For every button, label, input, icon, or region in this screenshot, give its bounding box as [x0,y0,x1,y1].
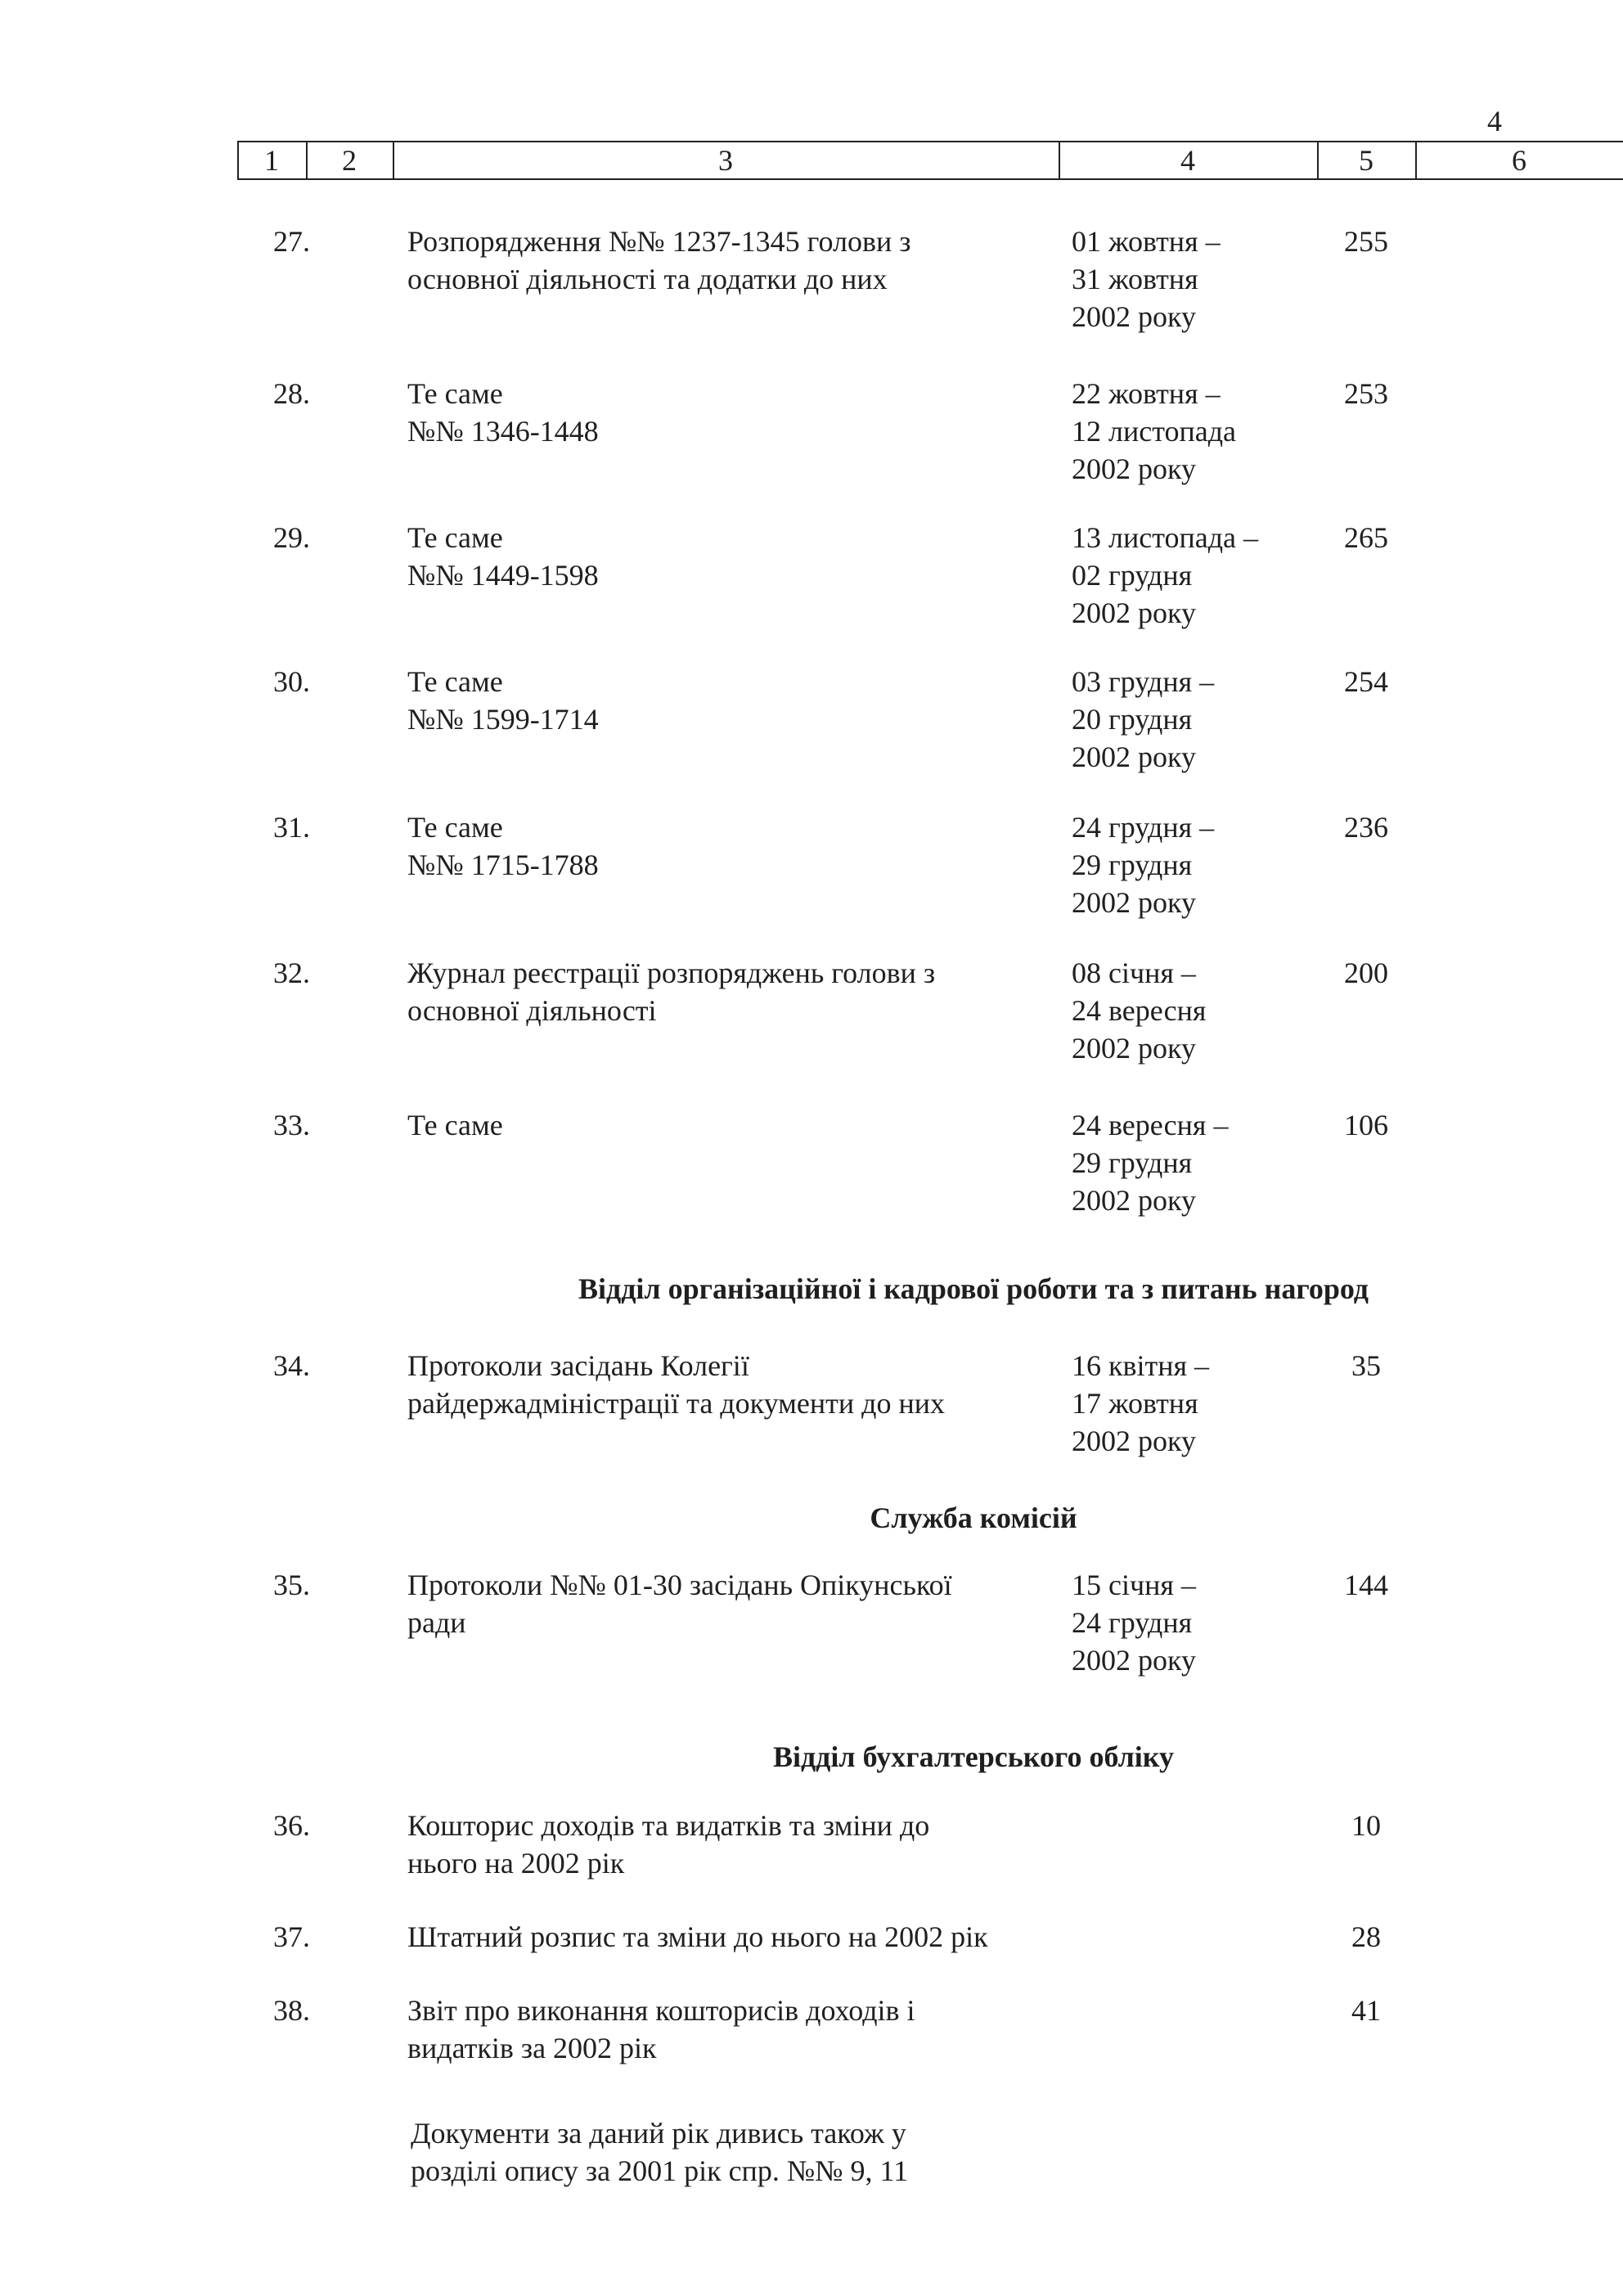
table-header [237,141,1623,180]
table-row-dates: 22 жовтня – 12 листопада 2002 року [1072,377,1237,485]
table-row-number: 36. [273,1809,310,1842]
table-row-title: Те саме №№ 1599-1714 [407,665,599,736]
table-row-count: 28 [1351,1920,1381,1953]
table-row-title: Те саме №№ 1715-1788 [407,811,599,881]
table-row-title: Кошторис доходів та видатків та зміни до нього на 2002 рік [407,1809,930,1880]
table-row-number: 27. [273,225,310,258]
table-row-title: Протоколи №№ 01-30 засідань Опікунської ради [407,1569,952,1639]
table-row-title: Те саме [407,1109,503,1141]
section-heading: Відділ організаційної і кадрової роботи та з питань нагород [578,1272,1369,1305]
footer-note: Документи за даний рік дивись також у розділі опису за 2001 рік спр. №№ 9, 11 [411,2117,909,2187]
table-row-number: 35. [273,1569,310,1601]
table-row-title: Журнал реєстрації розпоряджень голови з основної діяльності [407,957,936,1027]
table-row-number: 37. [273,1920,310,1953]
table-row-count: 41 [1351,1994,1381,2027]
table-row-count: 35 [1351,1349,1381,1382]
table-row-count: 265 [1344,521,1388,554]
table-row-dates: 08 січня – 24 вересня 2002 року [1072,957,1207,1065]
table-row-title: Розпорядження №№ 1237-1345 голови з основної діяльності та додатки до них [407,225,911,295]
table-row-number: 33. [273,1109,310,1141]
table-row-dates: 03 грудня – 20 грудня 2002 року [1072,665,1215,773]
table-row-dates: 15 січня – 24 грудня 2002 року [1072,1569,1196,1677]
table-row-number: 38. [273,1994,310,2027]
table-row-title: Те саме №№ 1449-1598 [407,521,599,592]
table-row-count: 236 [1344,811,1388,844]
table-row-count: 254 [1344,665,1388,698]
section-heading: Служба комісій [870,1501,1077,1534]
table-row-number: 29. [273,521,310,554]
table-row-dates: 16 квітня – 17 жовтня 2002 року [1072,1349,1210,1457]
table-row-count: 253 [1344,377,1388,410]
table-row-dates: 24 грудня – 29 грудня 2002 року [1072,811,1215,919]
header-col-2: 2 [342,144,357,177]
table-row-count: 144 [1344,1569,1388,1601]
section-heading: Відділ бухгалтерського обліку [772,1740,1175,1773]
table-row-count: 106 [1344,1109,1388,1141]
header-col-3: 3 [718,144,733,177]
table-row-number: 31. [273,811,310,844]
table-row-number: 30. [273,665,310,698]
table-row-count: 10 [1351,1809,1381,1842]
table-row-title: Те саме №№ 1346-1448 [407,377,599,448]
page-number: 4 [1487,105,1502,137]
table-row-count: 255 [1344,225,1388,258]
table-row-title: Штатний розпис та зміни до нього на 2002 рік [407,1920,988,1953]
table-row-title: Звіт про виконання кошторисів доходів і видатків за 2002 рік [407,1994,915,2064]
table-row-title: Протоколи засідань Колегії райдержадміністрації та документи до них [407,1349,945,1420]
table-row-number: 34. [273,1349,310,1382]
table-row-count: 200 [1344,957,1388,989]
table-row-number: 32. [273,957,310,989]
header-col-6: 6 [1512,144,1526,177]
table-row-number: 28. [273,377,310,410]
header-col-5: 5 [1359,144,1373,177]
header-col-4: 4 [1180,144,1195,177]
table-row-dates: 24 вересня – 29 грудня 2002 року [1072,1109,1229,1217]
header-col-1: 1 [264,144,279,177]
table-row-dates: 13 листопада – 02 грудня 2002 року [1072,521,1259,629]
table-row-dates: 01 жовтня – 31 жовтня 2002 року [1072,225,1221,333]
